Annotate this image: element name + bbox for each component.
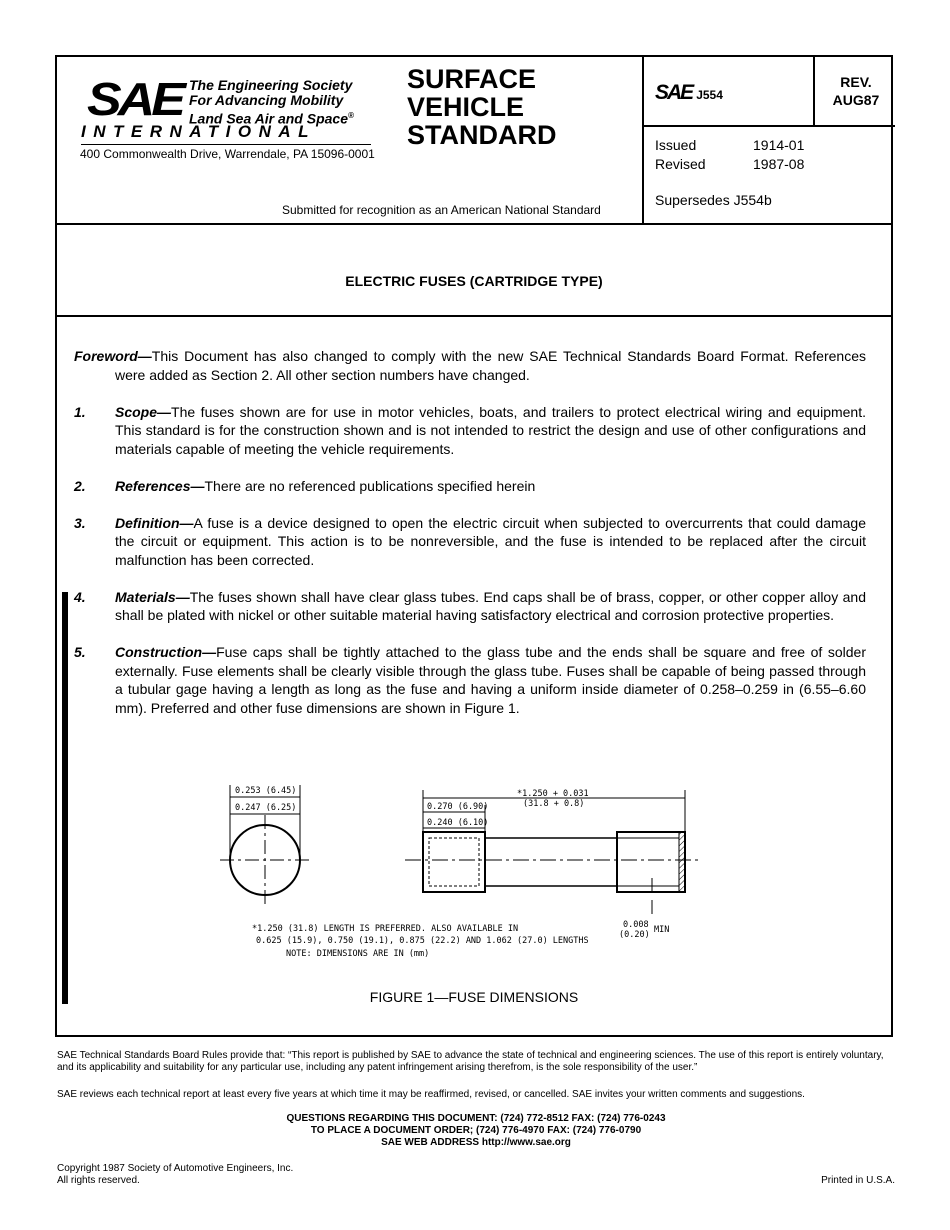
footer-web: SAE WEB ADDRESS http://www.sae.org <box>381 1137 571 1148</box>
footer-order: TO PLACE A DOCUMENT ORDER; (724) 776-4970 FAX: (724) 776-0790 <box>310 1125 642 1136</box>
foreword-paragraph: Foreword—This Document has also changed to comply with the new SAE Technical Standards Board Format. References were added as Section 2. All other section numbers have changed. <box>74 348 866 383</box>
thickness-min-label: MIN <box>654 925 670 935</box>
cap-wall-hatch <box>679 832 685 892</box>
dia-min-label: 0.247 (6.25) <box>235 803 297 813</box>
section-scope: 1. Scope—The fuses shown are for use in motor vehicles, boats, and trailers to protect electrical wiring and equipment. This standard is for the construction shown and is not intended to restrict the design and use of other configurations and materials capable of meeting the vehicle requirements. <box>74 403 866 457</box>
figure-caption: FIGURE 1—FUSE DIMENSIONS <box>369 989 579 1005</box>
fuse-dimensions-figure <box>205 720 670 940</box>
standard-type-title: SURFACE VEHICLE STANDARD <box>407 64 557 150</box>
submitted-note: Submitted for recognition as an American National Standard <box>282 203 601 217</box>
supersedes: Supersedes J554b <box>655 192 772 208</box>
cap-min-label: 0.240 (6.10) <box>427 818 489 828</box>
cap-max-label: 0.270 (6.90) <box>427 802 489 812</box>
dia-max-label: 0.253 (6.45) <box>235 786 297 796</box>
length-mm-label: (31.8 + 0.8) <box>523 799 585 809</box>
length-label: *1.250 + 0.031 <box>517 789 589 799</box>
sae-tagline: The Engineering Society For Advancing Mobility Land Sea Air and Space® <box>189 77 354 127</box>
footer-rules: SAE Technical Standards Board Rules provide that: “This report is published by SAE to advance the state of technical and engineering sciences. The use of this report is entirely voluntary, and its applicability and suitability for any particular use, including any patent infringement arising therefrom, is the sole responsibility of the user.” <box>57 1050 884 1073</box>
document-title: ELECTRIC FUSES (CARTRIDGE TYPE) <box>345 273 603 289</box>
note-line-3: NOTE: DIMENSIONS ARE IN (mm) <box>286 949 430 959</box>
section-definition: 3. Definition—A fuse is a device designed to open the electric circuit when subjected to overcurrents that could damage the circuit or equipment. This action is to be nonreversible, and the fuse is intended to be replaced after the circuit malfunction has been corrected. <box>74 514 866 568</box>
thickness-mm-label: (0.20) <box>619 930 650 940</box>
note-line-1: *1.250 (31.8) LENGTH IS PREFERRED. ALSO AVAILABLE IN <box>252 924 519 934</box>
figure-notes <box>250 922 650 964</box>
sae-logo: SAE <box>87 73 182 126</box>
revision-block: REV. AUG87 <box>832 74 880 108</box>
footer-printed: Printed in U.S.A. <box>821 1175 895 1186</box>
rev-divider <box>642 125 895 127</box>
header-vertical-divider <box>642 57 644 223</box>
doc-number-block <box>655 81 723 105</box>
sae-mini-logo: SAE <box>655 81 693 104</box>
footer-review: SAE reviews each technical report at least every five years at which time it may be reaffirmed, revised, or cancelled. SAE invites your written comments and suggestions. <box>57 1089 805 1100</box>
doc-number: J554 <box>696 88 723 102</box>
note-line-2: 0.625 (15.9), 0.750 (19.1), 0.875 (22.2) AND 1.062 (27.0) LENGTHS <box>256 936 589 946</box>
rev-vertical-divider <box>813 57 815 126</box>
document-body <box>74 347 866 736</box>
footer-rights: All rights reserved. <box>57 1175 140 1186</box>
footer-questions: QUESTIONS REGARDING THIS DOCUMENT: (724) 772-8512 FAX: (724) 776-0243 <box>286 1113 666 1124</box>
revision-change-bar <box>62 592 68 1004</box>
section-materials: 4. Materials—The fuses shown shall have clear glass tubes. End caps shall be of brass, copper, or other copper alloy and shall be plated with nickel or other suitable material having satisfactory electrical and corrosion protective properties. <box>74 588 866 623</box>
address: 400 Commonwealth Drive, Warrendale, PA 15096-0001 <box>80 147 375 161</box>
title-divider <box>57 315 891 317</box>
footer-copyright: Copyright 1987 Society of Automotive Engineers, Inc. <box>57 1163 294 1174</box>
thickness-label: 0.008 <box>623 920 649 930</box>
logo-rule <box>81 144 371 145</box>
left-cap-hidden-line <box>429 838 479 886</box>
issue-dates: Issued 1914-01 Revised 1987-08 <box>655 137 805 172</box>
section-construction: 5. Construction—Fuse caps shall be tightly attached to the glass tube and the ends shall be square and free of solder externally. Fuse elements shall be clearly visible through the glass tube. Fuses shall be capable of being passed through a tubular gage having a length as long as the fuse and having a uniform inside diameter of 0.258–0.259 in (6.55–6.60 mm). Preferred and other fuse dimensions are shown in Figure 1. <box>74 644 866 716</box>
left-end-cap <box>423 832 485 892</box>
section-references: 2. References—There are no referenced publications specified herein <box>74 477 536 494</box>
header-divider <box>57 223 891 225</box>
international-wordmark: INTERNATIONAL <box>81 122 317 141</box>
